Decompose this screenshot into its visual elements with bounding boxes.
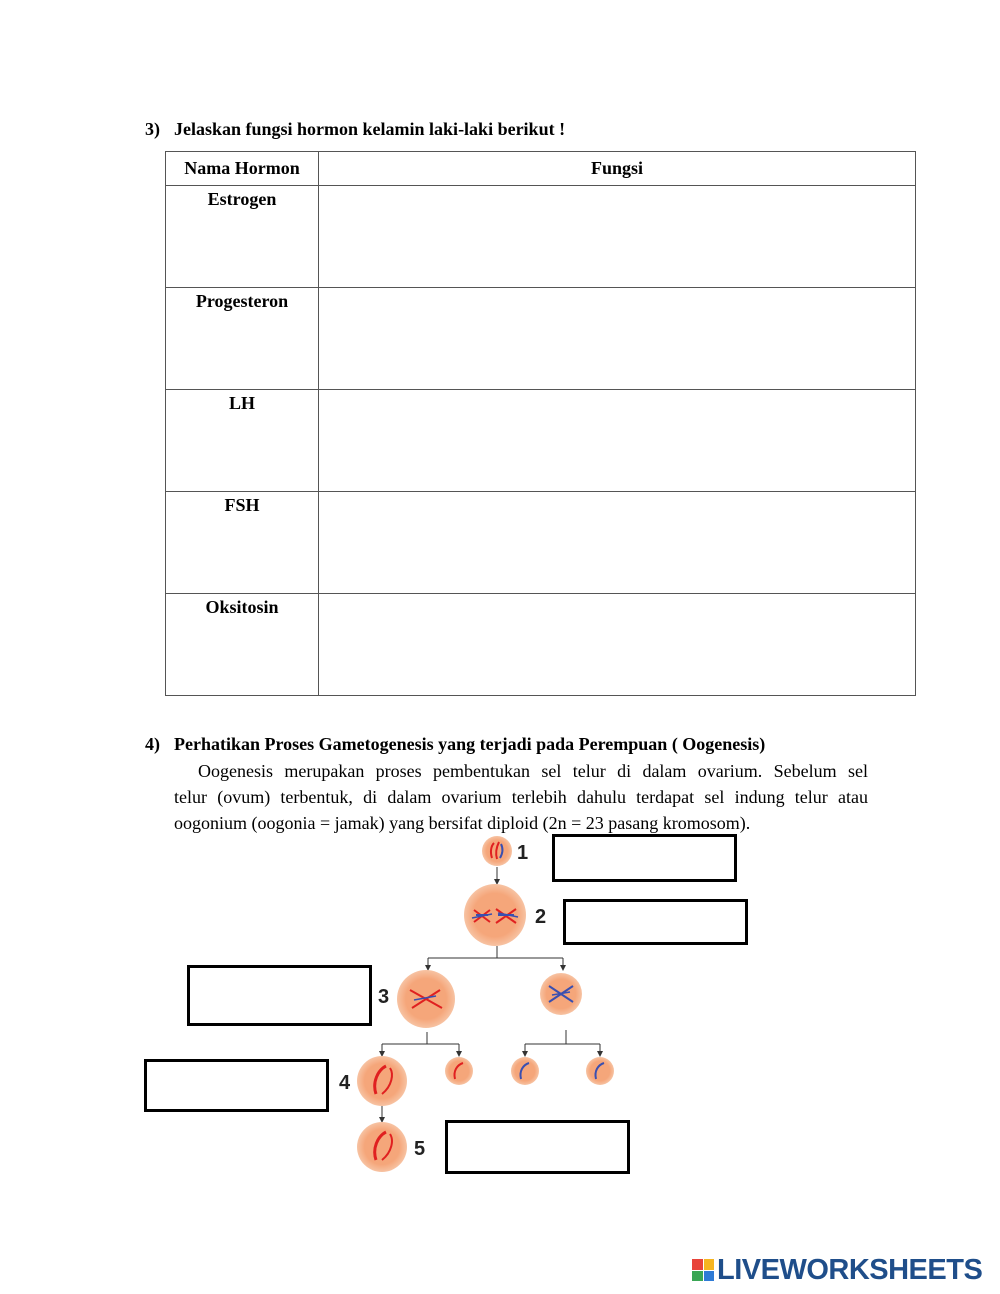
answer-box-4[interactable] (144, 1059, 329, 1112)
label-3: 3 (378, 986, 390, 1008)
logo-grid-icon (692, 1259, 714, 1281)
q4-number: 4) (145, 734, 160, 754)
cell-ootid (357, 1056, 407, 1106)
hormone-name: Estrogen (166, 186, 319, 288)
label-2: 2 (535, 906, 547, 928)
hormone-name: FSH (166, 492, 319, 594)
liveworksheets-logo (692, 1255, 982, 1285)
hormone-name: Progesteron (166, 288, 319, 390)
q4-title: Perhatikan Proses Gametogenesis yang terjadi pada Perempuan ( Oogenesis) (174, 734, 766, 754)
paragraph-line: telur (ovum) terbentuk, di dalam ovarium terlebih dahulu terdapat sel indung telur atau (174, 787, 868, 807)
cell-polar-body (511, 1057, 539, 1085)
answer-box-2[interactable] (563, 899, 748, 945)
cell-polar-body (586, 1057, 614, 1085)
hormone-name: Oksitosin (166, 594, 319, 696)
answer-box-1[interactable] (552, 834, 737, 882)
cell-ovum (357, 1122, 407, 1172)
header-nama-hormon: Nama Hormon (166, 152, 319, 186)
cell-secondary-oocyte (397, 970, 455, 1028)
paragraph-line: oogonium (oogonia = jamak) yang bersifat diploid (2n = 23 pasang kromosom). (174, 813, 751, 833)
logo-text: LIVEWORKSHEETS (717, 1253, 983, 1286)
paragraph-line: Oogenesis merupakan proses pembentukan sel telur di dalam ovarium. Sebelum sel (198, 761, 868, 781)
cell-polar-body (445, 1057, 473, 1085)
q3-number: 3) (145, 119, 160, 139)
cell-oogonium (482, 836, 512, 866)
answer-box-3[interactable] (187, 965, 372, 1026)
cell-first-polar-body (540, 973, 582, 1015)
cell-primary-oocyte (464, 884, 526, 946)
label-5: 5 (414, 1138, 426, 1160)
label-4: 4 (339, 1072, 351, 1094)
label-1: 1 (517, 842, 529, 864)
answer-box-5[interactable] (445, 1120, 630, 1174)
q3-title: Jelaskan fungsi hormon kelamin laki-laki berikut ! (174, 119, 566, 139)
hormone-name: LH (166, 390, 319, 492)
header-fungsi: Fungsi (319, 152, 916, 186)
